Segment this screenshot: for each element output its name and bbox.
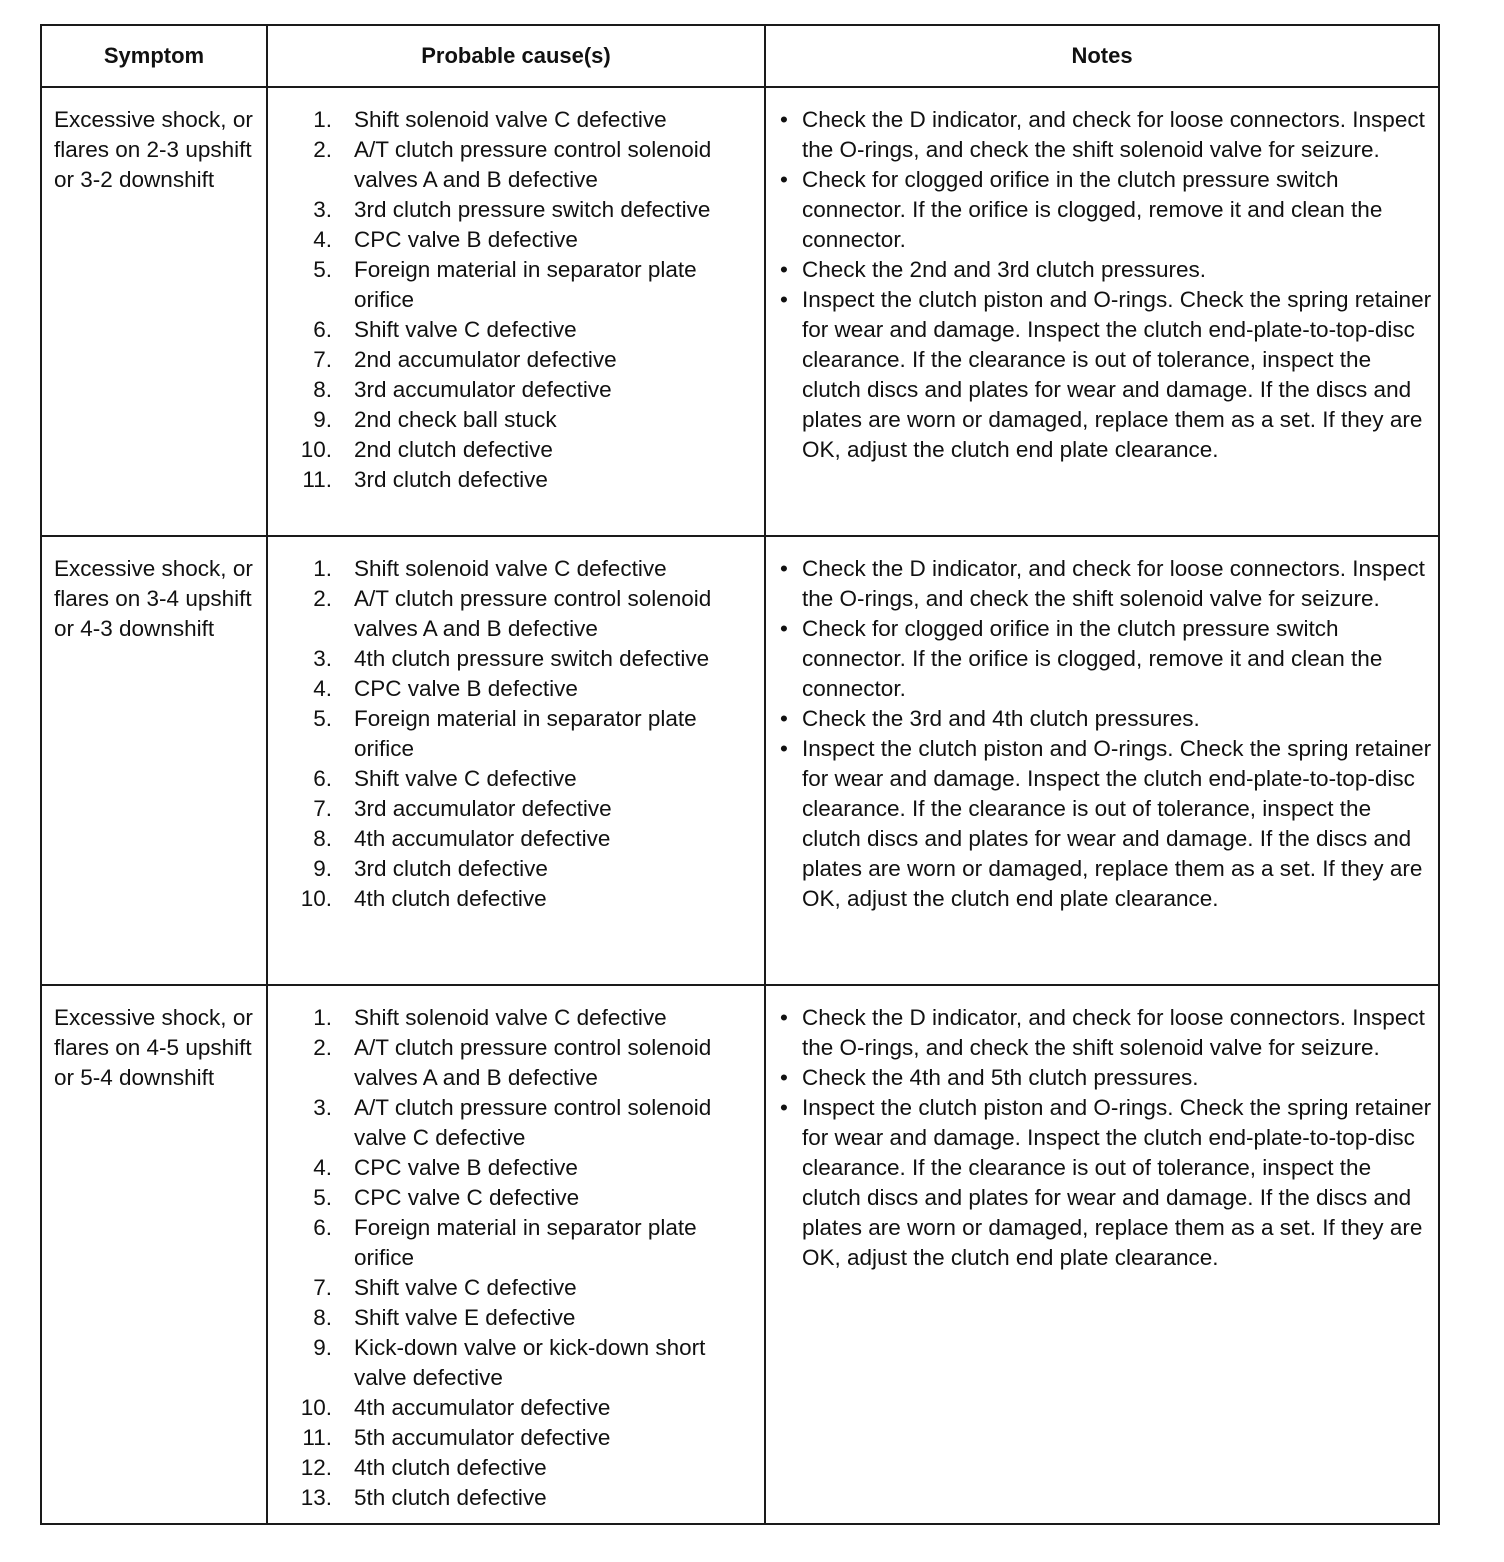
cause-number: 2.	[313, 1035, 332, 1060]
note-text: Check the D indicator, and check for loose connectors. Inspect the O-rings, and check the shift solenoid valve for seizure.	[802, 1005, 1425, 1060]
cause-item	[292, 1453, 760, 1483]
cause-number: 7.	[313, 1275, 332, 1300]
cause-number: 7.	[313, 347, 332, 372]
cause-text: Shift valve C defective	[354, 1275, 577, 1300]
bullet-icon: •	[780, 1005, 788, 1030]
notes-list	[780, 105, 1432, 465]
cause-text: Foreign material in separator plate orifice	[354, 257, 697, 312]
cause-number: 9.	[313, 856, 332, 881]
note-item	[780, 1093, 1432, 1273]
cause-item	[292, 255, 760, 315]
bullet-icon: •	[780, 287, 788, 312]
note-text: Check for clogged orifice in the clutch pressure switch connector. If the orifice is clogged, remove it and clean the connector.	[802, 167, 1383, 252]
cause-item	[292, 554, 760, 584]
bullet-icon: •	[780, 616, 788, 641]
cause-item	[292, 584, 760, 644]
cause-number: 6.	[313, 766, 332, 791]
cause-number: 2.	[313, 586, 332, 611]
cause-text: Shift solenoid valve C defective	[354, 1005, 667, 1030]
cause-item	[292, 1393, 760, 1423]
causes-list	[292, 105, 760, 495]
note-text: Check the D indicator, and check for loose connectors. Inspect the O-rings, and check the shift solenoid valve for seizure.	[802, 107, 1425, 162]
cause-text: Shift valve E defective	[354, 1305, 576, 1330]
cause-item	[292, 1183, 760, 1213]
cause-text: 2nd check ball stuck	[354, 407, 557, 432]
causes-list	[292, 1003, 760, 1513]
note-text: Check the 2nd and 3rd clutch pressures.	[802, 257, 1206, 282]
table-body	[41, 87, 1439, 1524]
cause-item	[292, 225, 760, 255]
cause-text: Shift solenoid valve C defective	[354, 107, 667, 132]
cause-item	[292, 465, 760, 495]
cause-item	[292, 1003, 760, 1033]
cause-number: 10.	[300, 886, 332, 911]
note-item	[780, 1063, 1432, 1093]
cause-item	[292, 644, 760, 674]
cause-text: A/T clutch pressure control solenoid valves A and B defective	[354, 1035, 712, 1090]
header-symptom: Symptom	[41, 25, 267, 87]
cause-text: A/T clutch pressure control solenoid valves A and B defective	[354, 586, 712, 641]
cause-text: A/T clutch pressure control solenoid valve C defective	[354, 1095, 712, 1150]
cause-item	[292, 704, 760, 764]
cause-text: CPC valve C defective	[354, 1185, 580, 1210]
cause-text: Shift solenoid valve C defective	[354, 556, 667, 581]
cause-item	[292, 854, 760, 884]
cause-text: 3rd accumulator defective	[354, 796, 612, 821]
cause-item	[292, 1483, 760, 1513]
cause-item	[292, 1333, 760, 1393]
note-item	[780, 614, 1432, 704]
notes-cell	[765, 985, 1439, 1524]
note-item	[780, 704, 1432, 734]
notes-cell	[765, 536, 1439, 985]
bullet-icon: •	[780, 1065, 788, 1090]
header-notes: Notes	[765, 25, 1439, 87]
cause-number: 12.	[300, 1455, 332, 1480]
cause-text: 4th accumulator defective	[354, 826, 611, 851]
cause-number: 4.	[313, 227, 332, 252]
cause-item	[292, 195, 760, 225]
cause-text: 2nd accumulator defective	[354, 347, 617, 372]
table-row	[41, 985, 1439, 1524]
cause-item	[292, 1153, 760, 1183]
notes-cell	[765, 87, 1439, 536]
cause-text: CPC valve B defective	[354, 1155, 578, 1180]
cause-item	[292, 824, 760, 854]
note-text: Inspect the clutch piston and O-rings. Check the spring retainer for wear and damage. Inspect the clutch end-plate-to-top-disc clearance. If the clearance is out of tolerance, inspect the clutch discs and plates for wear and damage. If the discs and plates are worn or damaged, replace them as a set. If they are OK, adjust the clutch end plate clearance.	[802, 287, 1432, 462]
cause-text: CPC valve B defective	[354, 676, 578, 701]
cause-text: Foreign material in separator plate orifice	[354, 1215, 697, 1270]
cause-item	[292, 1093, 760, 1153]
cause-item	[292, 105, 760, 135]
note-text: Check for clogged orifice in the clutch pressure switch connector. If the orifice is clogged, remove it and clean the connector.	[802, 616, 1383, 701]
cause-text: 4th clutch defective	[354, 886, 547, 911]
note-item	[780, 285, 1432, 465]
cause-item	[292, 315, 760, 345]
causes-cell	[267, 87, 765, 536]
cause-item	[292, 1423, 760, 1453]
note-text: Check the 3rd and 4th clutch pressures.	[802, 706, 1200, 731]
cause-item	[292, 1213, 760, 1273]
cause-text: Foreign material in separator plate orifice	[354, 706, 697, 761]
cause-item	[292, 405, 760, 435]
cause-item	[292, 135, 760, 195]
cause-number: 3.	[313, 1095, 332, 1120]
cause-text: 3rd clutch defective	[354, 856, 548, 881]
cause-number: 9.	[313, 1335, 332, 1360]
table-header-row	[41, 25, 1439, 87]
cause-number: 1.	[313, 1005, 332, 1030]
cause-number: 4.	[313, 676, 332, 701]
cause-number: 8.	[313, 377, 332, 402]
cause-number: 5.	[313, 706, 332, 731]
cause-text: 4th clutch pressure switch defective	[354, 646, 710, 671]
cause-number: 13.	[300, 1485, 332, 1510]
cause-number: 7.	[313, 796, 332, 821]
cause-number: 10.	[300, 1395, 332, 1420]
cause-text: Shift valve C defective	[354, 766, 577, 791]
cause-number: 6.	[313, 317, 332, 342]
cause-text: 2nd clutch defective	[354, 437, 553, 462]
cause-number: 8.	[313, 1305, 332, 1330]
cause-number: 5.	[313, 257, 332, 282]
cause-item	[292, 884, 760, 914]
symptom-cell: Excessive shock, or flares on 2-3 upshift or 3-2 downshift	[41, 87, 267, 536]
cause-number: 3.	[313, 197, 332, 222]
bullet-icon: •	[780, 706, 788, 731]
table-row	[41, 536, 1439, 985]
cause-number: 4.	[313, 1155, 332, 1180]
cause-text: 4th clutch defective	[354, 1455, 547, 1480]
bullet-icon: •	[780, 167, 788, 192]
cause-number: 5.	[313, 1185, 332, 1210]
symptom-cell: Excessive shock, or flares on 3-4 upshift or 4-3 downshift	[41, 536, 267, 985]
bullet-icon: •	[780, 556, 788, 581]
cause-number: 2.	[313, 137, 332, 162]
causes-cell	[267, 985, 765, 1524]
note-item	[780, 554, 1432, 614]
cause-number: 1.	[313, 107, 332, 132]
cause-text: CPC valve B defective	[354, 227, 578, 252]
note-text: Check the 4th and 5th clutch pressures.	[802, 1065, 1199, 1090]
cause-text: 3rd clutch defective	[354, 467, 548, 492]
note-item	[780, 734, 1432, 914]
note-item	[780, 1003, 1432, 1063]
cause-number: 1.	[313, 556, 332, 581]
note-item	[780, 165, 1432, 255]
table-row	[41, 87, 1439, 536]
bullet-icon: •	[780, 736, 788, 761]
symptom-cell: Excessive shock, or flares on 4-5 upshift or 5-4 downshift	[41, 985, 267, 1524]
causes-cell	[267, 536, 765, 985]
cause-number: 6.	[313, 1215, 332, 1240]
cause-number: 8.	[313, 826, 332, 851]
cause-text: A/T clutch pressure control solenoid valves A and B defective	[354, 137, 712, 192]
cause-item	[292, 764, 760, 794]
bullet-icon: •	[780, 1095, 788, 1120]
cause-text: 3rd clutch pressure switch defective	[354, 197, 711, 222]
cause-item	[292, 1303, 760, 1333]
cause-item	[292, 435, 760, 465]
cause-text: 4th accumulator defective	[354, 1395, 611, 1420]
cause-number: 3.	[313, 646, 332, 671]
causes-list	[292, 554, 760, 914]
bullet-icon: •	[780, 107, 788, 132]
cause-item	[292, 375, 760, 405]
notes-list	[780, 1003, 1432, 1273]
cause-text: Shift valve C defective	[354, 317, 577, 342]
note-text: Inspect the clutch piston and O-rings. Check the spring retainer for wear and damage. Inspect the clutch end-plate-to-top-disc clearance. If the clearance is out of tolerance, inspect the clutch discs and plates for wear and damage. If the discs and plates are worn or damaged, replace them as a set. If they are OK, adjust the clutch end plate clearance.	[802, 1095, 1432, 1270]
cause-number: 10.	[300, 437, 332, 462]
cause-text: 5th clutch defective	[354, 1485, 547, 1510]
cause-number: 9.	[313, 407, 332, 432]
note-item	[780, 105, 1432, 165]
cause-item	[292, 674, 760, 704]
cause-item	[292, 1033, 760, 1093]
cause-number: 11.	[302, 467, 332, 492]
cause-item	[292, 345, 760, 375]
troubleshooting-table	[40, 24, 1440, 1525]
cause-item	[292, 794, 760, 824]
note-text: Check the D indicator, and check for loose connectors. Inspect the O-rings, and check the shift solenoid valve for seizure.	[802, 556, 1425, 611]
header-probable-causes: Probable cause(s)	[267, 25, 765, 87]
bullet-icon: •	[780, 257, 788, 282]
notes-list	[780, 554, 1432, 914]
cause-number: 11.	[302, 1425, 332, 1450]
cause-item	[292, 1273, 760, 1303]
cause-text: 5th accumulator defective	[354, 1425, 611, 1450]
note-text: Inspect the clutch piston and O-rings. Check the spring retainer for wear and damage. Inspect the clutch end-plate-to-top-disc clearance. If the clearance is out of tolerance, inspect the clutch discs and plates for wear and damage. If the discs and plates are worn or damaged, replace them as a set. If they are OK, adjust the clutch end plate clearance.	[802, 736, 1432, 911]
note-item	[780, 255, 1432, 285]
cause-text: 3rd accumulator defective	[354, 377, 612, 402]
cause-text: Kick-down valve or kick-down short valve defective	[354, 1335, 706, 1390]
